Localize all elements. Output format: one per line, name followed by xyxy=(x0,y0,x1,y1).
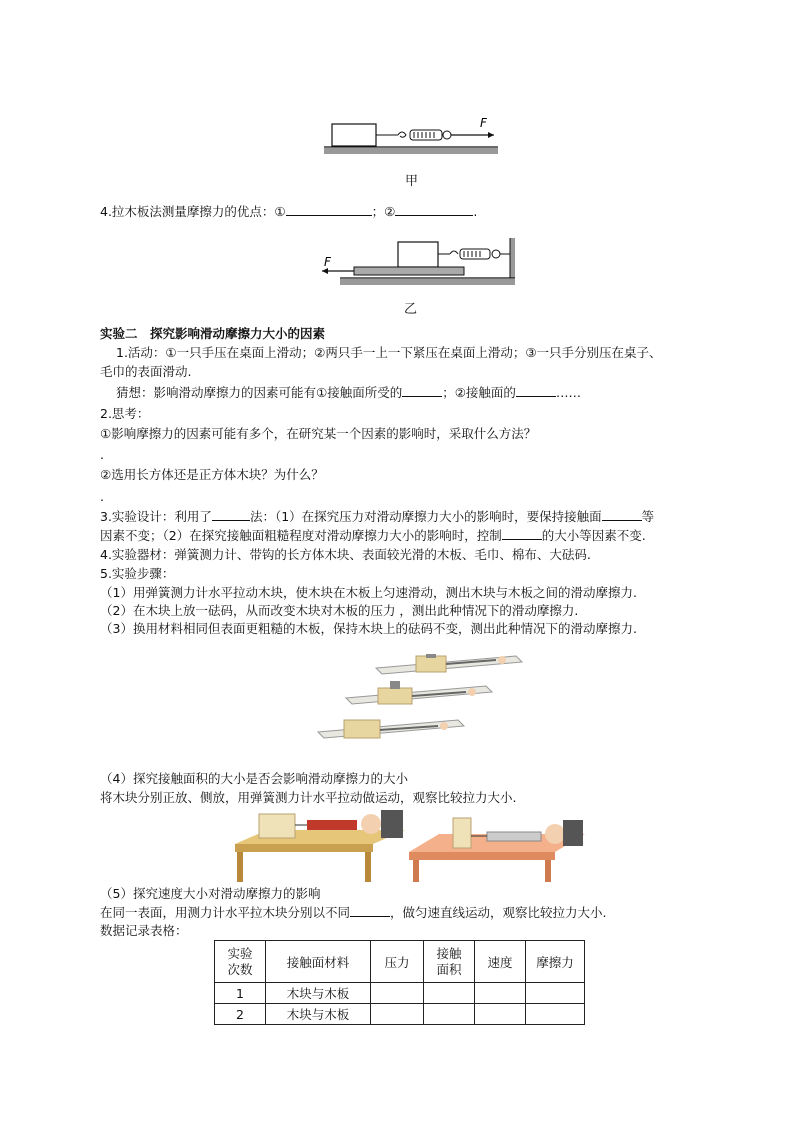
blank-speed[interactable] xyxy=(350,904,390,917)
caption-jia: 甲 xyxy=(405,174,419,189)
activity-line-1: 1.活动：①一只手压在桌面上滑动；②两只手一上一下紧压在桌面上滑动；③一只手分别压在桌子、 xyxy=(116,345,662,360)
header-friction: 摩擦力 xyxy=(526,941,585,983)
blank-advantage-2[interactable] xyxy=(395,203,473,216)
question-4: 4.拉木板法测量摩擦力的优点：① ；② . xyxy=(100,204,478,219)
think-question-1: ①影响摩擦力的因素可能有多个，在研究某一个因素的影响时，采取什么方法？ xyxy=(100,426,537,441)
exp2-title: 实验二 探究影响滑动摩擦力大小的因素 xyxy=(100,326,326,341)
step-1: （1）用弹簧测力计水平拉动木块，使木块在木板上匀速滑动，测出木块与木板之间的滑动摩擦力. xyxy=(100,585,637,600)
guess-line: 猜想：影响滑动摩擦力的因素可能有①接触面所受的 ；②接触面的 …… xyxy=(116,385,581,400)
figure-jia xyxy=(322,115,500,160)
think-question-2: ②选用长方体还是正方体木块？为什么？ xyxy=(100,467,324,482)
board-1 xyxy=(376,654,522,674)
step-4-description: 将木块分别正放、侧放，用弹簧测力计水平拉动做运动，观察比较拉力大小. xyxy=(100,790,517,805)
header-pressure: 压力 xyxy=(371,941,424,983)
wall xyxy=(510,238,515,278)
table-header-row xyxy=(215,941,585,983)
step-5-description: 在同一表面，用测力计水平拉木块分别以不同 ，做匀速直线运动，观察比较拉力大小. xyxy=(100,905,607,920)
caption-yi: 乙 xyxy=(404,302,418,317)
blank-control[interactable] xyxy=(502,527,542,540)
design-line-1: 3.实验设计：利用了 法：（1）在探究压力对滑动摩擦力大小的影响时，要保持接触面 等 xyxy=(100,509,655,524)
board-2 xyxy=(346,681,492,704)
step-5: （5）探究速度大小对滑动摩擦力的影响 xyxy=(100,886,321,901)
force-label: F xyxy=(480,116,487,130)
board xyxy=(354,267,464,275)
data-table xyxy=(214,940,585,1025)
table-title: 数据记录表格： xyxy=(100,923,188,938)
blank-guess-1[interactable] xyxy=(402,384,442,397)
answer-dot-1: . xyxy=(100,447,104,462)
wood-block xyxy=(259,814,295,838)
blank-method[interactable] xyxy=(212,508,250,521)
force-label: F xyxy=(324,255,331,269)
table-row: 2 木块与木板 xyxy=(215,1004,585,1025)
steps-title: 5.实验步骤： xyxy=(100,566,175,581)
figure-yi xyxy=(318,236,518,288)
header-speed: 速度 xyxy=(475,941,526,983)
board-3 xyxy=(318,720,464,738)
header-area: 接触 面积 xyxy=(424,941,475,983)
think-title: 2.思考： xyxy=(100,406,150,421)
answer-dot-2: . xyxy=(100,489,104,504)
header-surface: 接触面材料 xyxy=(266,941,371,983)
step-4: （4）探究接触面积的大小是否会影响滑动摩擦力的大小 xyxy=(100,771,408,786)
table-row: 1 木块与木板 xyxy=(215,983,585,1004)
hook xyxy=(398,132,406,137)
activity-line-2: 毛巾的表面滑动. xyxy=(100,364,192,379)
block xyxy=(398,242,438,267)
figure-three-boards xyxy=(316,654,528,758)
blank-advantage-1[interactable] xyxy=(286,203,372,216)
blank-keep-constant[interactable] xyxy=(602,508,642,521)
header-trial: 实验 次数 xyxy=(215,941,266,983)
step-2: （2）在木块上放一砝码，从而改变木块对木板的压力 ，测出此种情况下的滑动摩擦力. xyxy=(100,603,579,618)
design-line-2: 因素不变；（2）在探究接触面粗糙程度对滑动摩擦力大小的影响时，控制 的大小等因素不变. xyxy=(100,528,646,543)
wood-block xyxy=(453,818,471,848)
step-3: （3）换用材料相同但表面更粗糙的木板，保持木块上的砝码不变，测出此种情况下的滑动摩擦力. xyxy=(100,621,637,636)
equipment-line: 4.实验器材：弹簧测力计、带钩的长方体木块、表面较光滑的木板、毛巾、棉布、大砝码. xyxy=(100,547,591,562)
figure-block-sideways xyxy=(405,806,585,882)
block xyxy=(332,124,376,146)
blank-guess-2[interactable] xyxy=(516,384,556,397)
figure-block-upright xyxy=(233,806,405,882)
